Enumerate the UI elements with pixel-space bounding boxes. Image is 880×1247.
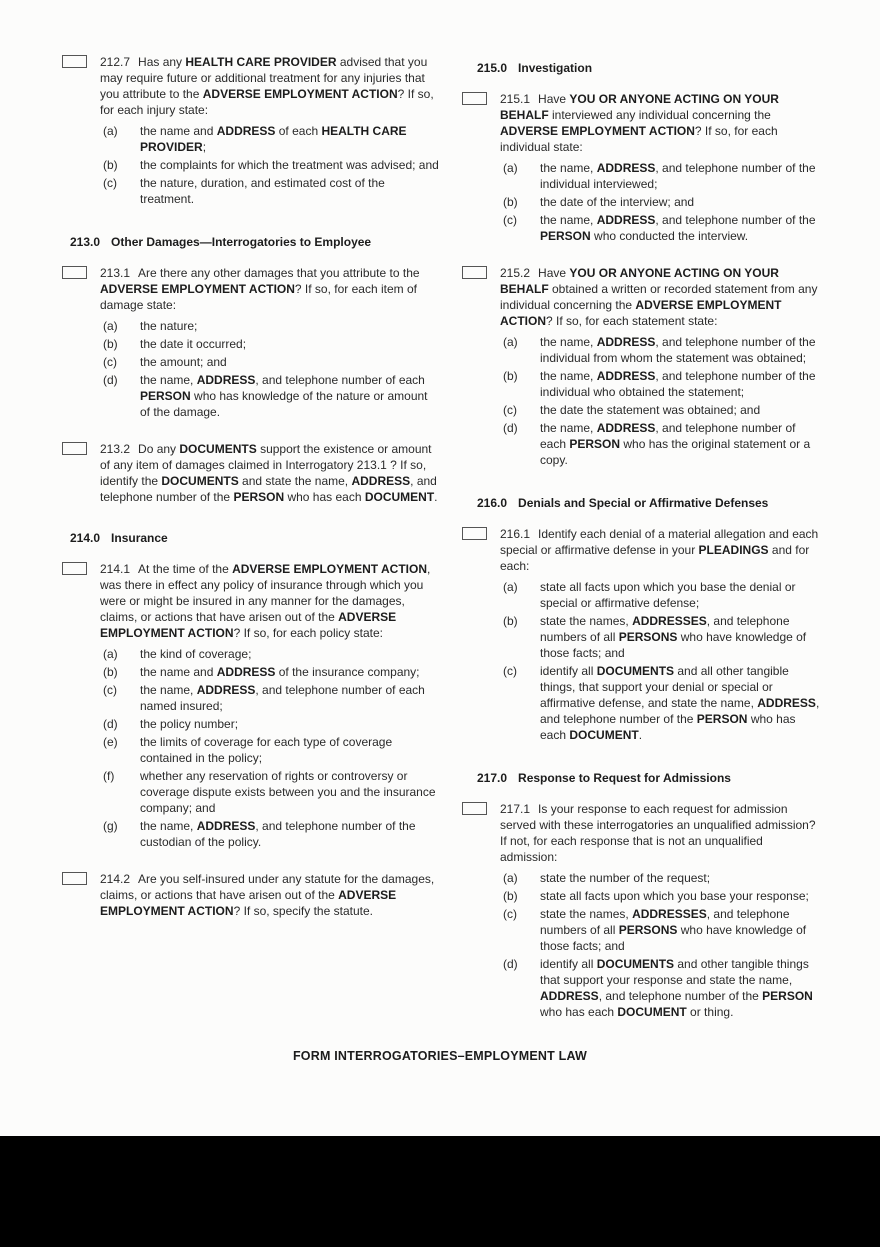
subitem-text: the name, ADDRESS, and telephone number of the individual from whom the statement was obtained; (540, 335, 816, 365)
subitem-text: the complaints for which the treatment was advised; and (140, 158, 439, 172)
subitem-label: (c) (103, 683, 117, 697)
left-column (62, 54, 440, 938)
subitem-label: (c) (503, 213, 517, 227)
section-title: Denials and Special or Affirmative Defenses (518, 496, 769, 510)
subitem-label: (g) (103, 819, 118, 833)
subitem-list (100, 318, 440, 420)
subitem-list (500, 334, 820, 468)
interrogatory-checkbox[interactable] (462, 527, 487, 540)
subitem (100, 318, 440, 334)
interrogatory-checkbox[interactable] (462, 266, 487, 279)
subitem-text: the name, ADDRESS, and telephone number of each PERSON who has knowledge of the nature or amount of the damage. (140, 373, 428, 419)
interrogatory-body: Are there any other damages that you attribute to the ADVERSE EMPLOYMENT ACTION? If so, for each item of damage state: (100, 266, 420, 312)
subitem-label: (b) (503, 195, 518, 209)
interrogatory-text (100, 441, 440, 505)
interrogatory-number: 213.2 (100, 442, 131, 456)
subitem (500, 160, 820, 192)
interrogatory-text (500, 265, 820, 329)
subitem-label: (c) (503, 907, 517, 921)
subitem-label: (c) (503, 403, 517, 417)
subitem (100, 716, 440, 732)
subitem (500, 906, 820, 954)
subitem-label: (b) (103, 665, 118, 679)
subitem-text: the name and ADDRESS of the insurance company; (140, 665, 420, 679)
subitem (100, 372, 440, 420)
subitem (100, 664, 440, 680)
subitem-label: (d) (103, 717, 118, 731)
subitem-text: the name, ADDRESS, and telephone number of the PERSON who conducted the interview. (540, 213, 816, 243)
interrogatory-body: Do any DOCUMENTS support the existence or amount of any item of damages claimed in Interrogatory 213.1 ? If so, identify the DOCUMENTS and state the name, ADDRESS, and telephone number of the PERSON who has each DOCUMENT. (100, 442, 438, 504)
subitem-list (500, 579, 820, 743)
right-column (462, 54, 820, 1041)
interrogatory-number: 216.1 (500, 527, 531, 541)
section-title: Investigation (518, 61, 593, 75)
form-title-footer: FORM INTERROGATORIES–EMPLOYMENT LAW (292, 1049, 588, 1063)
subitem-text: the nature, duration, and estimated cost of the treatment. (140, 176, 385, 206)
interrogatory-body: At the time of the ADVERSE EMPLOYMENT ACTION, was there in effect any policy of insurance through which you were or might be insured in any manner for the damages, claims, or actions that have arisen out of the ADVERSE EMPLOYMENT ACTION? If so, for each policy state: (100, 562, 431, 640)
section-number: 214.0 (70, 531, 101, 545)
interrogatory-number: 217.1 (500, 802, 531, 816)
section-title: Other Damages—Interrogatories to Employee (111, 235, 372, 249)
subitem-label: (a) (503, 580, 518, 594)
interrogatory-body: Have YOU OR ANYONE ACTING ON YOUR BEHALF obtained a written or recorded statement from any individual concerning the ADVERSE EMPLOYMENT ACTION? If so, for each statement state: (500, 266, 818, 328)
interrogatory-number: 213.1 (100, 266, 131, 280)
subitem-text: the limits of coverage for each type of coverage contained in the policy; (140, 735, 393, 765)
subitem-text: the date of the interview; and (540, 195, 695, 209)
subitem (500, 212, 820, 244)
subitem-label: (c) (103, 176, 117, 190)
subitem (500, 613, 820, 661)
subitem-text: the name, ADDRESS, and telephone number of each PERSON who has the original statement or a copy. (540, 421, 811, 467)
interrogatory-checkbox[interactable] (62, 562, 87, 575)
subitem (500, 194, 820, 210)
interrogatory-body: Is your response to each request for admission served with these interrogatories an unqualified admission? If not, for each response that is not an unqualified admission: (500, 802, 816, 864)
subitem (500, 402, 820, 418)
subitem-list (500, 870, 820, 1020)
subitem-text: whether any reservation of rights or controversy or coverage dispute exists between you and the insurance company; and (140, 769, 436, 815)
subitem (100, 646, 440, 662)
interrogatory-item (462, 526, 820, 745)
subitem-label: (a) (503, 871, 518, 885)
subitem (100, 818, 440, 850)
subitem-label: (b) (503, 369, 518, 383)
interrogatory-text (100, 561, 440, 641)
section-title: Response to Request for Admissions (518, 771, 731, 785)
interrogatory-text (500, 91, 820, 155)
section-heading (70, 530, 440, 546)
section-heading (477, 495, 820, 511)
subitem (500, 956, 820, 1020)
subitem-text: the name and ADDRESS of each HEALTH CARE PROVIDER; (140, 124, 407, 154)
subitem (100, 734, 440, 766)
subitem-text: state the number of the request; (540, 871, 711, 885)
interrogatory-item (462, 801, 820, 1022)
subitem-label: (a) (103, 647, 118, 661)
section-number: 217.0 (477, 771, 508, 785)
subitem (500, 870, 820, 886)
subitem-text: state the names, ADDRESSES, and telephone numbers of all PERSONS who have knowledge of those facts; and (540, 614, 807, 660)
subitem-text: state all facts upon which you base your response; (540, 889, 809, 903)
subitem-label: (a) (503, 161, 518, 175)
interrogatory-text (100, 871, 440, 919)
interrogatory-body: Has any HEALTH CARE PROVIDER advised that you may require future or additional treatment for any injuries that you attribute to the ADVERSE EMPLOYMENT ACTION? If so, for each injury state: (100, 55, 434, 117)
interrogatory-text (100, 265, 440, 313)
subitem-label: (b) (103, 158, 118, 172)
subitem-text: the date the statement was obtained; and (540, 403, 761, 417)
subitem (500, 368, 820, 400)
interrogatory-checkbox[interactable] (62, 266, 87, 279)
section-number: 215.0 (477, 61, 508, 75)
subitem-list (100, 123, 440, 207)
interrogatory-checkbox[interactable] (62, 442, 87, 455)
subitem-label: (f) (103, 769, 115, 783)
interrogatory-number: 215.1 (500, 92, 531, 106)
subitem-text: the policy number; (140, 717, 239, 731)
subitem-text: the name, ADDRESS, and telephone number of the custodian of the policy. (140, 819, 416, 849)
subitem-label: (a) (103, 319, 118, 333)
interrogatory-text (500, 801, 820, 865)
subitem-text: the name, ADDRESS, and telephone number of the individual interviewed; (540, 161, 816, 191)
interrogatory-number: 214.2 (100, 872, 131, 886)
section-heading (477, 770, 820, 786)
interrogatory-number: 212.7 (100, 55, 131, 69)
interrogatory-number: 214.1 (100, 562, 131, 576)
subitem (500, 663, 820, 743)
subitem-label: (b) (103, 337, 118, 351)
interrogatory-checkbox[interactable] (462, 92, 487, 105)
interrogatory-item (62, 54, 440, 209)
interrogatory-number: 215.2 (500, 266, 531, 280)
subitem (500, 888, 820, 904)
subitem-text: the name, ADDRESS, and telephone number of each named insured; (140, 683, 425, 713)
subitem-text: state the names, ADDRESSES, and telephone numbers of all PERSONS who have knowledge of those facts; and (540, 907, 807, 953)
interrogatory-body: Identify each denial of a material allegation and each special or affirmative defense in your PLEADINGS and for each: (500, 527, 819, 573)
subitem-text: the date it occurred; (140, 337, 247, 351)
subitem-text: state all facts upon which you base the denial or special or affirmative defense; (540, 580, 796, 610)
section-heading (70, 234, 440, 250)
subitem-text: the nature; (140, 319, 198, 333)
subitem (500, 420, 820, 468)
subitem-list (100, 646, 440, 850)
subitem-text: identify all DOCUMENTS and other tangible things that support your response and state the name, ADDRESS, and telephone number of the PERSON who has each DOCUMENT or thing. (540, 957, 813, 1019)
subitem-text: the name, ADDRESS, and telephone number of the individual who obtained the statement; (540, 369, 816, 399)
subitem-label: (b) (503, 614, 518, 628)
interrogatory-item (462, 265, 820, 470)
interrogatory-checkbox[interactable] (462, 802, 487, 815)
section-heading (477, 60, 820, 76)
subitem (100, 768, 440, 816)
interrogatory-checkbox[interactable] (62, 872, 87, 885)
interrogatory-text (500, 526, 820, 574)
interrogatory-item (62, 265, 440, 422)
subitem (100, 175, 440, 207)
subitem-label: (c) (103, 355, 117, 369)
subitem (100, 682, 440, 714)
scan-black-margin (0, 1136, 880, 1247)
subitem (100, 336, 440, 352)
subitem-list (500, 160, 820, 244)
subitem-label: (c) (503, 664, 517, 678)
section-title: Insurance (111, 531, 168, 545)
subitem-text: the amount; and (140, 355, 227, 369)
subitem-text: the kind of coverage; (140, 647, 252, 661)
interrogatory-text (100, 54, 440, 118)
subitem (100, 354, 440, 370)
interrogatory-item (62, 441, 440, 505)
subitem-label: (d) (503, 957, 518, 971)
interrogatory-body: Have YOU OR ANYONE ACTING ON YOUR BEHALF interviewed any individual concerning the ADVERSE EMPLOYMENT ACTION? If so, for each individual state: (500, 92, 779, 154)
subitem-label: (e) (103, 735, 118, 749)
subitem-label: (a) (103, 124, 118, 138)
section-number: 213.0 (70, 235, 101, 249)
interrogatory-body: Are you self-insured under any statute for the damages, claims, or actions that have arisen out of the ADVERSE EMPLOYMENT ACTION? If so, specify the statute. (100, 872, 435, 918)
interrogatory-item (62, 561, 440, 852)
subitem-label: (b) (503, 889, 518, 903)
interrogatory-item (62, 871, 440, 919)
subitem (500, 579, 820, 611)
subitem-text: identify all DOCUMENTS and all other tangible things, that support your denial or special or affirmative defense, and state the name, ADDRESS, and telephone number of the PERSON who has each DOCUMENT. (540, 664, 820, 742)
subitem-label: (d) (503, 421, 518, 435)
subitem (100, 123, 440, 155)
subitem-label: (d) (103, 373, 118, 387)
subitem (500, 334, 820, 366)
section-number: 216.0 (477, 496, 508, 510)
subitem (100, 157, 440, 173)
interrogatory-checkbox[interactable] (62, 55, 87, 68)
interrogatory-item (462, 91, 820, 246)
subitem-label: (a) (503, 335, 518, 349)
